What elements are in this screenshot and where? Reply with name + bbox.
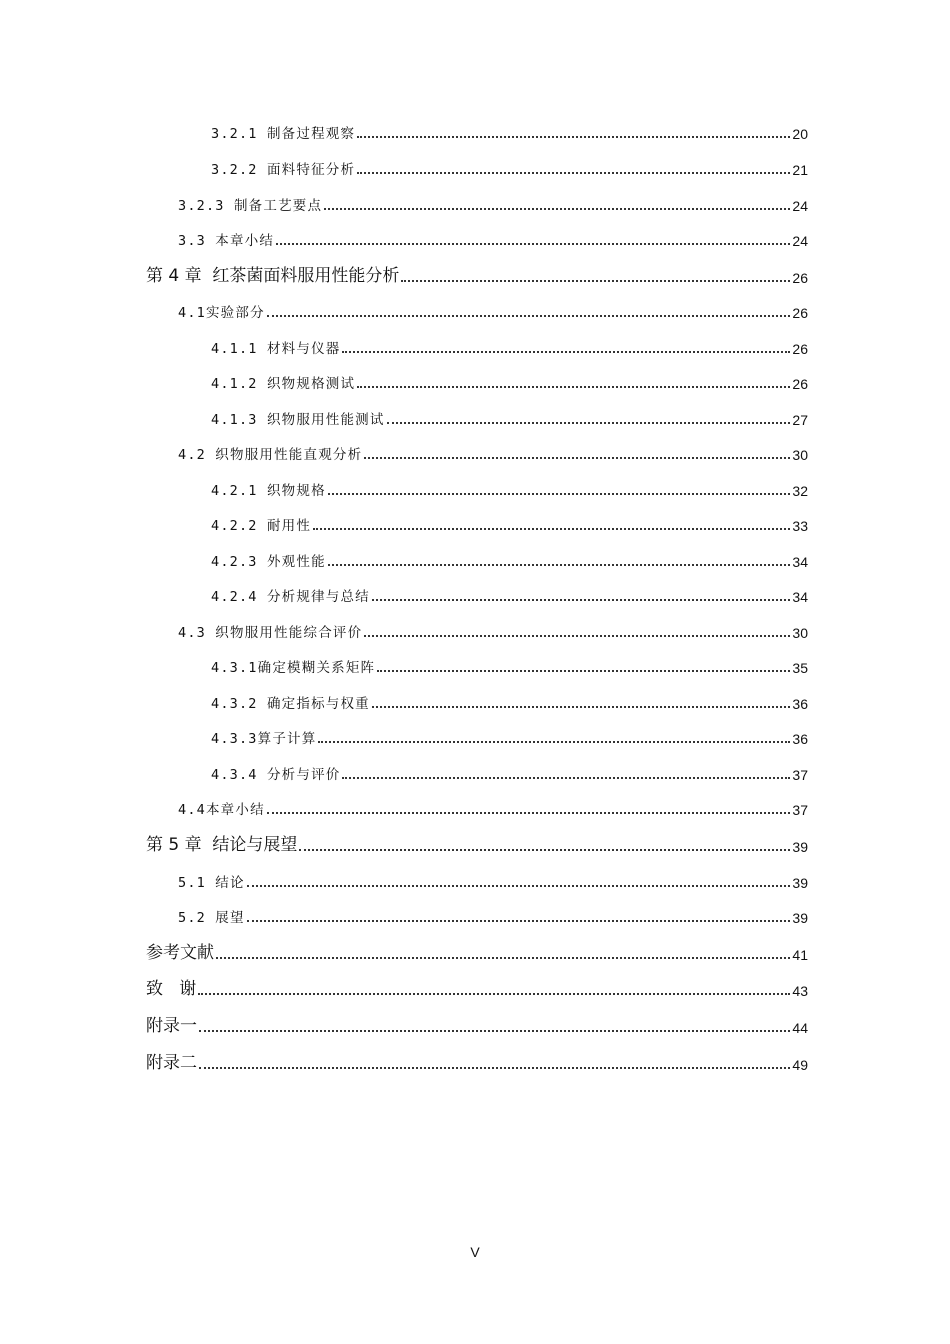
toc-entry-title: 附录一: [146, 1016, 197, 1036]
dot-leader: [199, 1067, 790, 1069]
toc-entry-title: 4.3.3算子计算: [211, 731, 317, 747]
dot-leader: [299, 849, 790, 851]
toc-entry-title: 4.3.4 分析与评价: [211, 767, 341, 783]
toc-entry-4-1-2[interactable]: [146, 362, 808, 392]
dot-leader: [357, 386, 790, 388]
toc-entry-title: 3.2.1 制备过程观察: [211, 126, 356, 142]
toc-entry-page: 30: [792, 447, 808, 463]
toc-entry-appendix-1[interactable]: [146, 1006, 808, 1036]
toc-entry-page: 49: [792, 1057, 808, 1073]
toc-entry-page: 39: [792, 839, 808, 855]
toc-entry-title: 参考文献: [146, 943, 214, 963]
toc-entry-title: 致 谢: [146, 979, 197, 999]
toc-entry-title: 4.2 织物服用性能直观分析: [178, 447, 363, 463]
dot-leader: [198, 993, 790, 995]
dot-leader: [387, 422, 791, 424]
toc-entry-chapter-5[interactable]: [146, 825, 808, 855]
toc-entry-title: 4.2.2 耐用性: [211, 518, 312, 534]
toc-entry-4-1-1[interactable]: [146, 327, 808, 357]
toc-entry-title: 5.2 展望: [178, 910, 245, 926]
toc-entry-page: 34: [792, 554, 808, 570]
toc-entry-page: 26: [792, 305, 808, 321]
toc-entry-title: 4.2.3 外观性能: [211, 554, 326, 570]
dot-leader: [328, 564, 791, 566]
toc-entry-3-2-2[interactable]: [146, 148, 808, 178]
toc-entry-page: 35: [792, 660, 808, 676]
toc-entry-page: 30: [792, 625, 808, 641]
toc-entry-page: 24: [792, 198, 808, 214]
dot-leader: [328, 493, 791, 495]
toc-entry-title: 3.2.3 制备工艺要点: [178, 198, 323, 214]
toc-entry-page: 37: [792, 767, 808, 783]
toc-entry-3-3[interactable]: [146, 219, 808, 249]
toc-entry-page: 21: [792, 162, 808, 178]
toc-entry-title: 4.3.1确定模糊关系矩阵: [211, 660, 376, 676]
dot-leader: [199, 1030, 790, 1032]
toc-entry-5-2[interactable]: [146, 896, 808, 926]
toc-entry-title: 4.2.4 分析规律与总结: [211, 589, 370, 605]
toc-entry-page: 24: [792, 233, 808, 249]
toc-entry-4-2-1[interactable]: [146, 469, 808, 499]
toc-entry-4-3[interactable]: [146, 611, 808, 641]
dot-leader: [324, 208, 790, 210]
toc-entry-page: 39: [792, 875, 808, 891]
toc-entry-4-2-3[interactable]: [146, 540, 808, 570]
dot-leader: [318, 741, 790, 743]
toc-entry-4-2[interactable]: [146, 433, 808, 463]
toc-entry-page: 27: [792, 412, 808, 428]
toc-entry-page: 34: [792, 589, 808, 605]
toc-entry-4-3-3[interactable]: [146, 717, 808, 747]
dot-leader: [276, 243, 790, 245]
toc-entry-page: 39: [792, 910, 808, 926]
toc-entry-title: 4.3 织物服用性能综合评价: [178, 625, 363, 641]
dot-leader: [216, 957, 790, 959]
toc-entry-title: 4.2.1 织物规格: [211, 483, 326, 499]
toc-entry-title: 4.4本章小结: [178, 802, 265, 818]
toc-entry-page: 36: [792, 731, 808, 747]
dot-leader: [357, 136, 790, 138]
toc-entry-acknowledgements[interactable]: [146, 969, 808, 999]
toc-entry-page: 26: [792, 270, 808, 286]
toc-entry-title: 4.1.2 织物规格测试: [211, 376, 356, 392]
dot-leader: [372, 706, 791, 708]
toc-entry-4-2-2[interactable]: [146, 504, 808, 534]
toc-entry-4-3-1[interactable]: [146, 646, 808, 676]
dot-leader: [357, 172, 790, 174]
dot-leader: [267, 812, 791, 814]
page-footer-number: V: [470, 1244, 480, 1260]
toc-entry-page: 20: [792, 126, 808, 142]
toc-entry-title: 5.1 结论: [178, 875, 245, 891]
toc-entry-4-2-4[interactable]: [146, 575, 808, 605]
toc-entry-4-1-3[interactable]: [146, 398, 808, 428]
toc-entry-4-3-4[interactable]: [146, 753, 808, 783]
dot-leader: [267, 315, 791, 317]
toc-entry-title: 4.3.2 确定指标与权重: [211, 696, 370, 712]
toc-entry-page: 26: [792, 341, 808, 357]
dot-leader: [364, 635, 790, 637]
dot-leader: [364, 457, 790, 459]
toc-entry-page: 36: [792, 696, 808, 712]
dot-leader: [401, 280, 790, 282]
toc-entry-title: 3.2.2 面料特征分析: [211, 162, 356, 178]
toc-entry-page: 43: [792, 983, 808, 999]
toc-entry-page: 26: [792, 376, 808, 392]
toc-entry-5-1[interactable]: [146, 861, 808, 891]
toc-entry-4-4[interactable]: [146, 788, 808, 818]
toc-entry-title: 附录二: [146, 1053, 197, 1073]
toc-entry-3-2-3[interactable]: [146, 184, 808, 214]
toc-entry-title: 第 5 章 结论与展望: [146, 835, 298, 855]
dot-leader: [247, 920, 791, 922]
toc-entry-title: 第 4 章 红茶菌面料服用性能分析: [146, 266, 400, 286]
toc-entry-page: 32: [792, 483, 808, 499]
dot-leader: [372, 599, 791, 601]
toc-entry-4-3-2[interactable]: [146, 682, 808, 712]
dot-leader: [313, 528, 790, 530]
dot-leader: [342, 777, 790, 779]
toc-entry-title: 3.3 本章小结: [178, 233, 275, 249]
toc-entry-references[interactable]: [146, 933, 808, 963]
toc-entry-title: 4.1实验部分: [178, 305, 265, 321]
dot-leader: [247, 885, 791, 887]
toc-entry-appendix-2[interactable]: [146, 1043, 808, 1073]
toc-entry-chapter-4[interactable]: [146, 256, 808, 286]
dot-leader: [342, 351, 790, 353]
toc-entry-4-1[interactable]: [146, 291, 808, 321]
dot-leader: [377, 670, 790, 672]
toc-entry-page: 41: [792, 947, 808, 963]
toc-entry-page: 44: [792, 1020, 808, 1036]
toc-entry-title: 4.1.3 织物服用性能测试: [211, 412, 385, 428]
toc-entry-3-2-1[interactable]: [146, 112, 808, 142]
toc-entry-page: 33: [792, 518, 808, 534]
toc-entry-page: 37: [792, 802, 808, 818]
toc-entry-title: 4.1.1 材料与仪器: [211, 341, 341, 357]
